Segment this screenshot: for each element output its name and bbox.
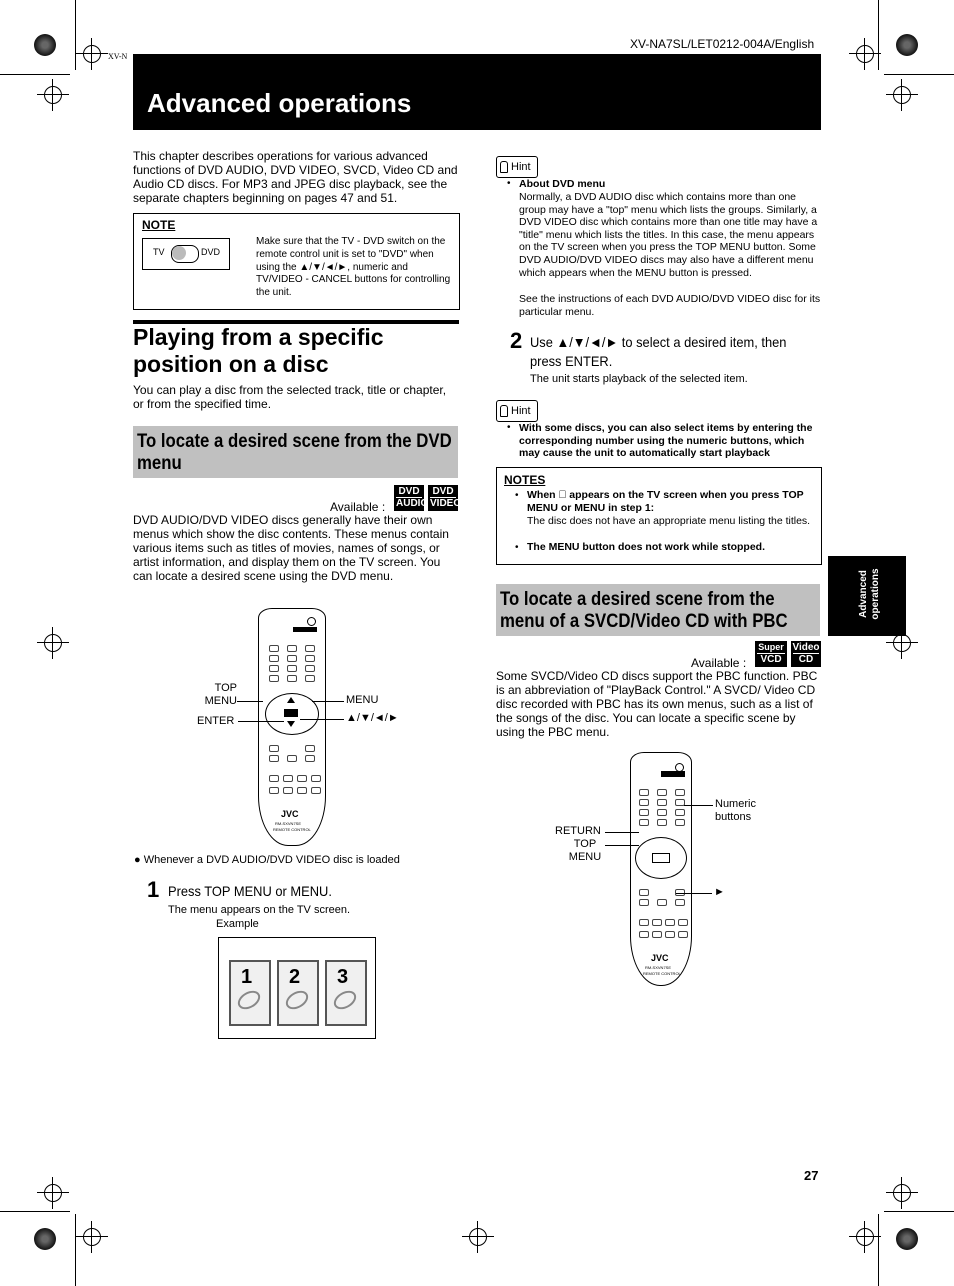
pbc-body: Some SVCD/Video CD discs support the PBC function. PBC is an abbreviation of "PlayBack Control." A SVCD/ Video CD disc recorded with PBC has its own menus, such as a list of the songs of the disc. You can locate a specific scene by using the PBC menu.: [496, 669, 818, 739]
section-title: Playing from a specific position on a disc: [133, 324, 384, 377]
label-enter: ENTER: [197, 715, 235, 727]
remote-button: [269, 645, 279, 652]
badge-text: VIDEO: [430, 498, 462, 509]
hint-2-text: With some discs, you can also select items by entering the corresponding number using the numeric buttons, which may cause the unit to automatically start playback: [519, 422, 813, 460]
badge-text: VCD: [757, 653, 785, 665]
notes-item-1-text: The disc does not have an appropriate menu listing the titles.: [527, 515, 811, 527]
registration-dial-icon: [896, 34, 918, 56]
page-number: 27: [804, 1168, 819, 1183]
remote-button: [297, 775, 307, 782]
note-box: [133, 213, 460, 310]
remote-button: [283, 787, 293, 794]
switch-label-tv: TV: [153, 247, 165, 257]
page-title: Advanced operations: [147, 88, 412, 118]
registration-mark-icon: [83, 45, 101, 63]
remote-button: [305, 755, 315, 762]
remote-brand: JVC: [281, 809, 299, 819]
leader-line: [676, 893, 712, 894]
crop-mark: [75, 0, 76, 70]
step-1-subtext: The menu appears on the TV screen.: [168, 904, 351, 916]
down-arrow-icon: [287, 721, 295, 727]
registration-mark-icon: [893, 634, 911, 652]
pbc-heading: To locate a desired scene from the menu of a SVCD/Video CD with PBC: [500, 588, 788, 632]
menu-item-number: 1: [241, 966, 253, 988]
menu-item-card: [277, 960, 319, 1026]
crop-mark: [884, 1211, 954, 1212]
remote-button: [305, 745, 315, 752]
dvd-condition: ● Whenever a DVD AUDIO/DVD VIDEO disc is loaded: [134, 854, 400, 866]
notes-bullet: •: [515, 542, 519, 553]
crop-mark: [884, 74, 954, 75]
switch-knob-icon: [172, 246, 186, 260]
remote-control-illustration: [258, 608, 326, 846]
remote-button: [287, 755, 297, 762]
registration-mark-icon: [893, 1184, 911, 1202]
hint-text-2: See the instructions of each DVD AUDIO/DVD VIDEO disc for its particular menu.: [519, 293, 821, 318]
crop-mark: [75, 1214, 76, 1286]
leader-line: [605, 832, 639, 833]
remote-brand: JVC: [651, 953, 669, 963]
remote-button: [639, 889, 649, 896]
crop-mark: [0, 74, 70, 75]
badge-text: CD: [793, 653, 819, 665]
dvd-audio-badge: [394, 485, 429, 511]
pbc-available-label: Available :: [691, 656, 747, 670]
crop-mark: [878, 0, 879, 70]
remote-button: [657, 819, 667, 826]
dvd-menu-heading-box: [133, 426, 458, 478]
svcd-badge: [755, 641, 787, 667]
intro-paragraph: This chapter describes operations for various advanced functions of DVD AUDIO, DVD VIDEO, SVCD, Video CD and Audio CD discs. For MP3 and JPEG disc playback, see the separate chapters beginning on pages 47 and 51.: [133, 149, 458, 205]
step-2-subtext: The unit starts playback of the selected item.: [530, 373, 748, 385]
note-text: Make sure that the TV - DVD switch on the remote control unit is set to "DVD" when using the ▲/▼/◄/►, numeric and TV/VIDEO - CANCEL buttons for controlling the unit.: [256, 236, 451, 299]
document-id: XV-NA7SL/LET0212-004A/English: [630, 37, 815, 51]
menu-item-number: 2: [289, 966, 301, 988]
step-2-number: 2: [510, 328, 523, 353]
remote-control-illustration: [630, 752, 692, 986]
dvd-menu-body: DVD AUDIO/DVD VIDEO discs generally have their own menus which show the disc contents. These menus contain various items such as titles of movies, names of songs, or artist information, and display them on the TV screen. You can locate a desired scene using the DVD menu.: [133, 513, 449, 583]
registration-mark-icon: [83, 1228, 101, 1246]
label-menu: MENU: [346, 694, 379, 706]
remote-button: [287, 665, 297, 672]
remote-model: RM-SXVN7SE: [275, 821, 302, 826]
notes-box: [496, 467, 822, 565]
step-2-text: Use ▲/▼/◄/► to select a desired item, then press ENTER.: [530, 334, 787, 369]
leader-line: [312, 701, 344, 702]
video-cd-badge: [791, 641, 821, 667]
remote-button: [269, 775, 279, 782]
badge-text: Video: [792, 642, 820, 653]
registration-dial-icon: [34, 34, 56, 56]
step-1-number: 1: [147, 877, 160, 902]
badge-text: DVD: [398, 486, 420, 497]
remote-button: [657, 799, 667, 806]
registration-mark-icon: [44, 86, 62, 104]
label-arrows: ▲/▼/◄/►: [346, 712, 399, 724]
registration-mark-icon: [893, 86, 911, 104]
remote-button: [305, 655, 315, 662]
remote-button: [639, 819, 649, 826]
remote-button: [657, 789, 667, 796]
notes-item-1-bold: When ⃠ appears on the TV screen when you press TOP MENU or MENU in step 1:: [527, 489, 804, 514]
registration-mark-icon: [44, 634, 62, 652]
badge-text: Super: [758, 642, 784, 652]
example-label: Example: [216, 918, 259, 930]
remote-button: [269, 745, 279, 752]
display-strip: [293, 627, 317, 632]
registration-mark-icon: [856, 45, 874, 63]
label-numeric-buttons: Numeric buttons: [715, 798, 756, 823]
example-menu-screen: [218, 937, 376, 1039]
menu-item-card: [229, 960, 271, 1026]
hint-title: About DVD menu: [519, 178, 606, 190]
remote-button: [287, 655, 297, 662]
remote-button: [652, 919, 662, 926]
remote-button: [665, 919, 675, 926]
remote-button: [639, 931, 649, 938]
dvd-available-label: Available :: [330, 500, 386, 514]
section-intro: You can play a disc from the selected track, title or chapter, or from the specified time.: [133, 383, 447, 411]
registration-dial-icon: [896, 1228, 918, 1250]
registration-mark-icon: [856, 1228, 874, 1246]
tv-dvd-switch-icon: [142, 238, 230, 270]
remote-button: [675, 809, 685, 816]
crop-mark: [878, 1214, 879, 1286]
dvd-video-badge: [428, 485, 462, 511]
remote-button: [665, 931, 675, 938]
hint-label: Hint: [511, 405, 531, 417]
hint-label: Hint: [511, 161, 531, 173]
remote-button: [305, 665, 315, 672]
leader-line: [605, 845, 639, 846]
remote-button: [287, 645, 297, 652]
remote-button: [287, 675, 297, 682]
note-heading: NOTE: [142, 218, 176, 232]
label-top-menu: TOP MENU: [204, 682, 237, 707]
leader-line: [300, 719, 344, 720]
hint-bullet: •: [507, 422, 511, 433]
leader-line: [238, 721, 284, 722]
remote-button: [675, 899, 685, 906]
remote-button: [678, 919, 688, 926]
remote-button: [269, 655, 279, 662]
switch-label-dvd: DVD: [201, 247, 221, 257]
leader-line: [237, 701, 263, 702]
remote-button: [297, 787, 307, 794]
remote-caption: REMOTE CONTROL: [643, 971, 681, 976]
step-1-text: Press TOP MENU or MENU.: [168, 883, 332, 899]
hint-tag: [496, 400, 538, 422]
remote-button: [269, 665, 279, 672]
crop-mark: [0, 1211, 70, 1212]
remote-caption: REMOTE CONTROL: [273, 827, 311, 832]
notes-heading: NOTES: [504, 473, 546, 487]
disc-icon: [283, 987, 312, 1013]
dvd-menu-heading: To locate a desired scene from the DVD menu: [137, 430, 452, 474]
enter-button: [284, 709, 298, 717]
remote-button: [675, 819, 685, 826]
remote-button: [652, 931, 662, 938]
disc-icon: [235, 987, 264, 1013]
remote-button: [269, 675, 279, 682]
notes-bullet: •: [515, 490, 519, 501]
remote-button: [657, 809, 667, 816]
remote-button: [305, 645, 315, 652]
leader-line: [684, 805, 713, 806]
remote-model: RM-SXVN7SE: [645, 965, 672, 970]
menu-item-card: [325, 960, 367, 1026]
remote-button: [269, 787, 279, 794]
label-top-menu-pbc: TOP MENU: [568, 838, 602, 863]
side-tab-label: Advanced operations: [858, 568, 881, 620]
remote-button: [311, 787, 321, 794]
remote-button: [639, 809, 649, 816]
pbc-heading-box: [496, 584, 820, 636]
registration-dial-icon: [34, 1228, 56, 1250]
notes-item-2-bold: The MENU button does not work while stopped.: [527, 541, 765, 553]
side-tab: [828, 556, 906, 636]
registration-mark-icon: [44, 1184, 62, 1202]
disc-icon: [331, 987, 360, 1013]
badge-text: AUDIO: [396, 498, 429, 509]
power-button-icon: [307, 617, 316, 626]
remote-button: [639, 799, 649, 806]
remote-button: [311, 775, 321, 782]
remote-button: [657, 899, 667, 906]
badge-text: DVD: [432, 486, 454, 497]
label-play: ►: [714, 886, 725, 898]
hint-tag: [496, 156, 538, 178]
file-stub: XV-N: [108, 52, 128, 61]
remote-button: [675, 789, 685, 796]
remote-button: [639, 919, 649, 926]
remote-button: [283, 775, 293, 782]
remote-button: [269, 755, 279, 762]
remote-button: [678, 931, 688, 938]
display-strip: [661, 771, 685, 777]
remote-button: [305, 675, 315, 682]
label-return: RETURN: [555, 825, 601, 837]
enter-button: [652, 853, 670, 863]
remote-button: [639, 899, 649, 906]
hint-text: Normally, a DVD AUDIO disc which contains more than one group may have a "top" menu which lists the groups. Similarly, a DVD VIDEO disc which contains more than one title may have a "title" menu which lists the titles. In this case, the menu appears on the TV screen when you press the TOP MENU button. Some DVD AUDIO/DVD VIDEO discs may also have a different menu which appears when the MENU button is pressed.: [519, 191, 818, 279]
registration-mark-icon: [469, 1228, 487, 1246]
remote-button: [639, 789, 649, 796]
hint-bullet: •: [507, 178, 511, 189]
up-arrow-icon: [287, 697, 295, 703]
menu-item-number: 3: [337, 966, 349, 988]
